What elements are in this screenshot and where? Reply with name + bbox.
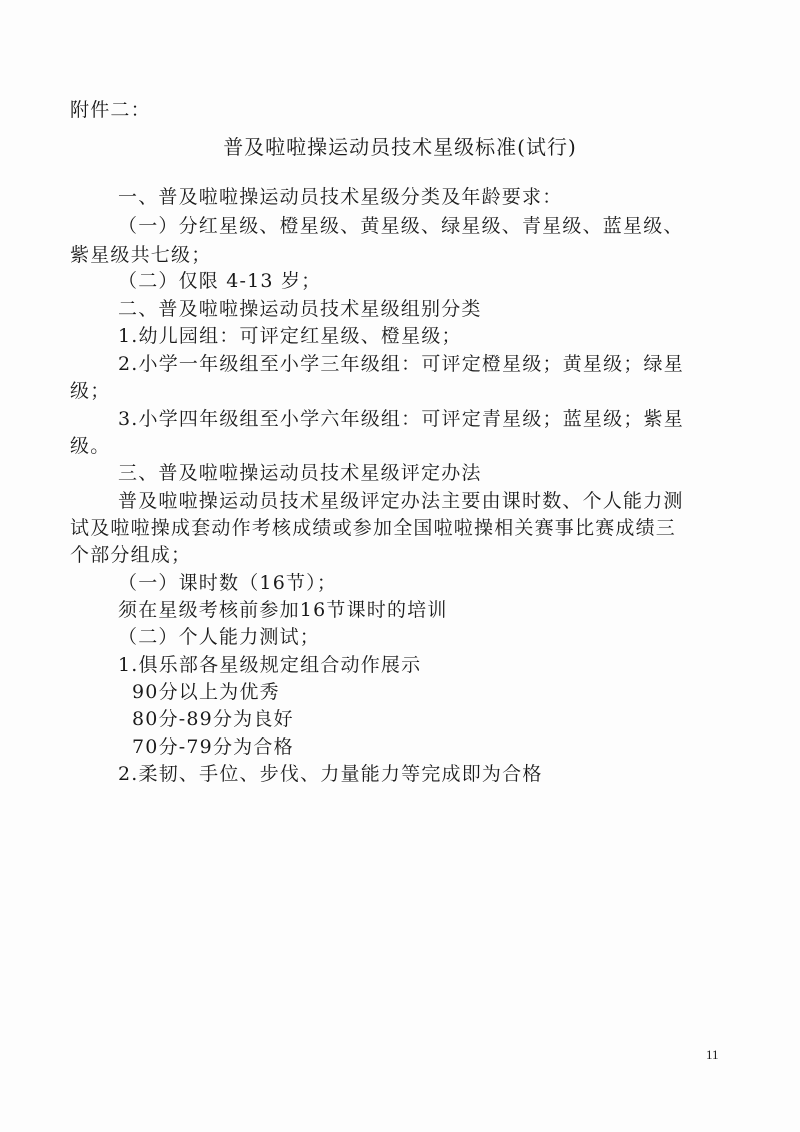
attachment-label: 附件二：	[70, 99, 151, 121]
paragraph-line: 3.小学四年级组至小学六年级组：可评定青星级；蓝星级；紫星	[118, 408, 684, 430]
paragraph-line: 2.小学一年级组至小学三年级组：可评定橙星级；黄星级；绿星	[118, 353, 684, 375]
paragraph-line: 80分-89分为良好	[132, 708, 294, 730]
paragraph-line: 个部分组成；	[70, 544, 192, 566]
paragraph-line: （二）仅限 4-13 岁；	[118, 270, 322, 292]
paragraph-line: 1.幼儿园组：可评定红星级、橙星级；	[118, 325, 462, 347]
paragraph-line: 须在星级考核前参加16节课时的培训	[118, 599, 448, 621]
paragraph-line: 1.俱乐部各星级规定组合动作展示	[118, 654, 422, 676]
paragraph-line: （一）课时数（16节）；	[118, 572, 338, 594]
paragraph-line: 70分-79分为合格	[132, 736, 294, 758]
paragraph-line: 紫星级共七级；	[70, 244, 212, 266]
paragraph-line: 试及啦啦操成套动作考核成绩或参加全国啦啦操相关赛事比赛成绩三	[70, 517, 677, 539]
document-title: 普及啦啦操运动员技术星级标准(试行)	[223, 135, 577, 159]
paragraph-line: 级。	[70, 435, 111, 457]
section-heading-2: 二、普及啦啦操运动员技术星级组别分类	[118, 298, 482, 320]
section-heading-1: 一、普及啦啦操运动员技术星级分类及年龄要求：	[118, 186, 563, 208]
page-number: 11	[706, 1047, 719, 1062]
paragraph-line: 90分以上为优秀	[132, 681, 280, 703]
paragraph-line: 2.柔韧、手位、步伐、力量能力等完成即为合格	[118, 763, 543, 785]
paragraph-line: （一）分红星级、橙星级、黄星级、绿星级、青星级、蓝星级、	[118, 215, 684, 237]
section-heading-3: 三、普及啦啦操运动员技术星级评定办法	[118, 462, 482, 484]
paragraph-line: 普及啦啦操运动员技术星级评定办法主要由课时数、个人能力测	[118, 490, 684, 512]
paragraph-line: （二）个人能力测试；	[118, 626, 321, 648]
paragraph-line: 级；	[70, 380, 111, 402]
